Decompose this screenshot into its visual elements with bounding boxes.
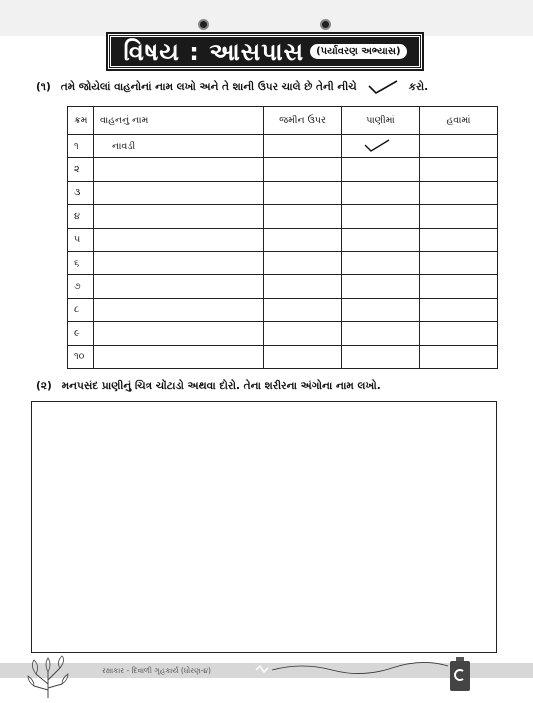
table-row bbox=[68, 181, 498, 204]
table-row bbox=[68, 158, 498, 181]
question-suffix: કરો. bbox=[408, 80, 429, 93]
vehicle-table bbox=[67, 106, 498, 369]
column-header-air: હવામાં bbox=[420, 107, 498, 135]
land-cell[interactable] bbox=[264, 135, 342, 158]
question-text: મનપસંદ પ્રાણીનું ચિત્ર ચોંટાડો અથવા દોરો. તેના શરીરના અંગોના નામ લખો. bbox=[61, 380, 381, 392]
vehicle-name-cell[interactable]: નાવડી bbox=[94, 135, 264, 158]
water-cell[interactable] bbox=[342, 228, 420, 251]
row-number: ૮ bbox=[68, 298, 94, 321]
column-header-land: જમીન ઉપર bbox=[264, 107, 342, 135]
checkmark-icon bbox=[364, 139, 390, 153]
vehicle-name-cell[interactable] bbox=[94, 275, 264, 298]
land-cell[interactable] bbox=[264, 298, 342, 321]
vehicle-name-cell[interactable] bbox=[94, 251, 264, 274]
land-cell[interactable] bbox=[264, 228, 342, 251]
vehicle-name-cell[interactable] bbox=[94, 158, 264, 181]
row-number: ૧૦ bbox=[68, 345, 94, 368]
vehicle-name-cell[interactable] bbox=[94, 298, 264, 321]
water-cell[interactable] bbox=[342, 158, 420, 181]
row-number: ૪ bbox=[68, 205, 94, 228]
binder-ring-icon bbox=[320, 19, 331, 30]
water-cell[interactable] bbox=[342, 181, 420, 204]
row-number: ૨ bbox=[68, 158, 94, 181]
row-number: ૯ bbox=[68, 322, 94, 345]
air-cell[interactable] bbox=[420, 345, 498, 368]
air-cell[interactable] bbox=[420, 135, 498, 158]
land-cell[interactable] bbox=[264, 251, 342, 274]
question-number: (૧) bbox=[36, 80, 51, 93]
table-row bbox=[68, 135, 498, 158]
table-row bbox=[68, 345, 498, 368]
vehicle-name-cell[interactable] bbox=[94, 345, 264, 368]
row-number: ૩ bbox=[68, 181, 94, 204]
table-row bbox=[68, 275, 498, 298]
row-number: ૫ bbox=[68, 228, 94, 251]
air-cell[interactable] bbox=[420, 275, 498, 298]
battery-icon bbox=[448, 656, 472, 692]
question-1 bbox=[36, 79, 428, 95]
water-cell[interactable] bbox=[342, 345, 420, 368]
row-number: ૭ bbox=[68, 275, 94, 298]
title-banner bbox=[108, 34, 422, 69]
column-header-water: પાણીમાં bbox=[342, 107, 420, 135]
column-header-number: ક્રમ bbox=[68, 107, 94, 135]
leaf-decoration-icon bbox=[26, 654, 70, 700]
checkmark-icon bbox=[367, 79, 399, 95]
vehicle-name-cell[interactable] bbox=[94, 205, 264, 228]
air-cell[interactable] bbox=[420, 298, 498, 321]
column-header-vehicle-name: વાહનનું નામ bbox=[94, 107, 264, 135]
table-row bbox=[68, 228, 498, 251]
land-cell[interactable] bbox=[264, 275, 342, 298]
table-row bbox=[68, 205, 498, 228]
question-number: (૨) bbox=[36, 380, 52, 392]
page-title: વિષય : આસપાસ bbox=[123, 37, 305, 66]
table-row bbox=[68, 251, 498, 274]
water-cell[interactable] bbox=[342, 135, 420, 158]
page-subtitle: (પર્યાવરણ અભ્યાસ) bbox=[310, 44, 406, 59]
land-cell[interactable] bbox=[264, 181, 342, 204]
binder-ring-icon bbox=[198, 19, 209, 30]
water-cell[interactable] bbox=[342, 275, 420, 298]
drawing-area[interactable] bbox=[31, 401, 497, 653]
air-cell[interactable] bbox=[420, 322, 498, 345]
binder-strip bbox=[0, 0, 533, 36]
land-cell[interactable] bbox=[264, 158, 342, 181]
air-cell[interactable] bbox=[420, 228, 498, 251]
air-cell[interactable] bbox=[420, 205, 498, 228]
row-number: ૧ bbox=[68, 135, 94, 158]
water-cell[interactable] bbox=[342, 205, 420, 228]
land-cell[interactable] bbox=[264, 345, 342, 368]
table-header-row bbox=[68, 107, 498, 135]
vehicle-name-cell[interactable] bbox=[94, 322, 264, 345]
table-row bbox=[68, 322, 498, 345]
row-number: ૬ bbox=[68, 251, 94, 274]
question-text: તમે જોયેલાં વાહનોનાં નામ લખો અને તે શાની ઉપર ચાલે છે તેની નીચે bbox=[60, 80, 357, 93]
footer-text: રક્ષાકાર - દિવાળી ગૃહકાર્ય (ધોરણ-૪) bbox=[102, 666, 211, 675]
air-cell[interactable] bbox=[420, 181, 498, 204]
water-cell[interactable] bbox=[342, 298, 420, 321]
water-cell[interactable] bbox=[342, 251, 420, 274]
air-cell[interactable] bbox=[420, 158, 498, 181]
wire-decoration-icon bbox=[252, 660, 452, 680]
land-cell[interactable] bbox=[264, 205, 342, 228]
vehicle-name-cell[interactable] bbox=[94, 181, 264, 204]
water-cell[interactable] bbox=[342, 322, 420, 345]
table-row bbox=[68, 298, 498, 321]
vehicle-name-cell[interactable] bbox=[94, 228, 264, 251]
question-2 bbox=[36, 380, 381, 393]
land-cell[interactable] bbox=[264, 322, 342, 345]
air-cell[interactable] bbox=[420, 251, 498, 274]
